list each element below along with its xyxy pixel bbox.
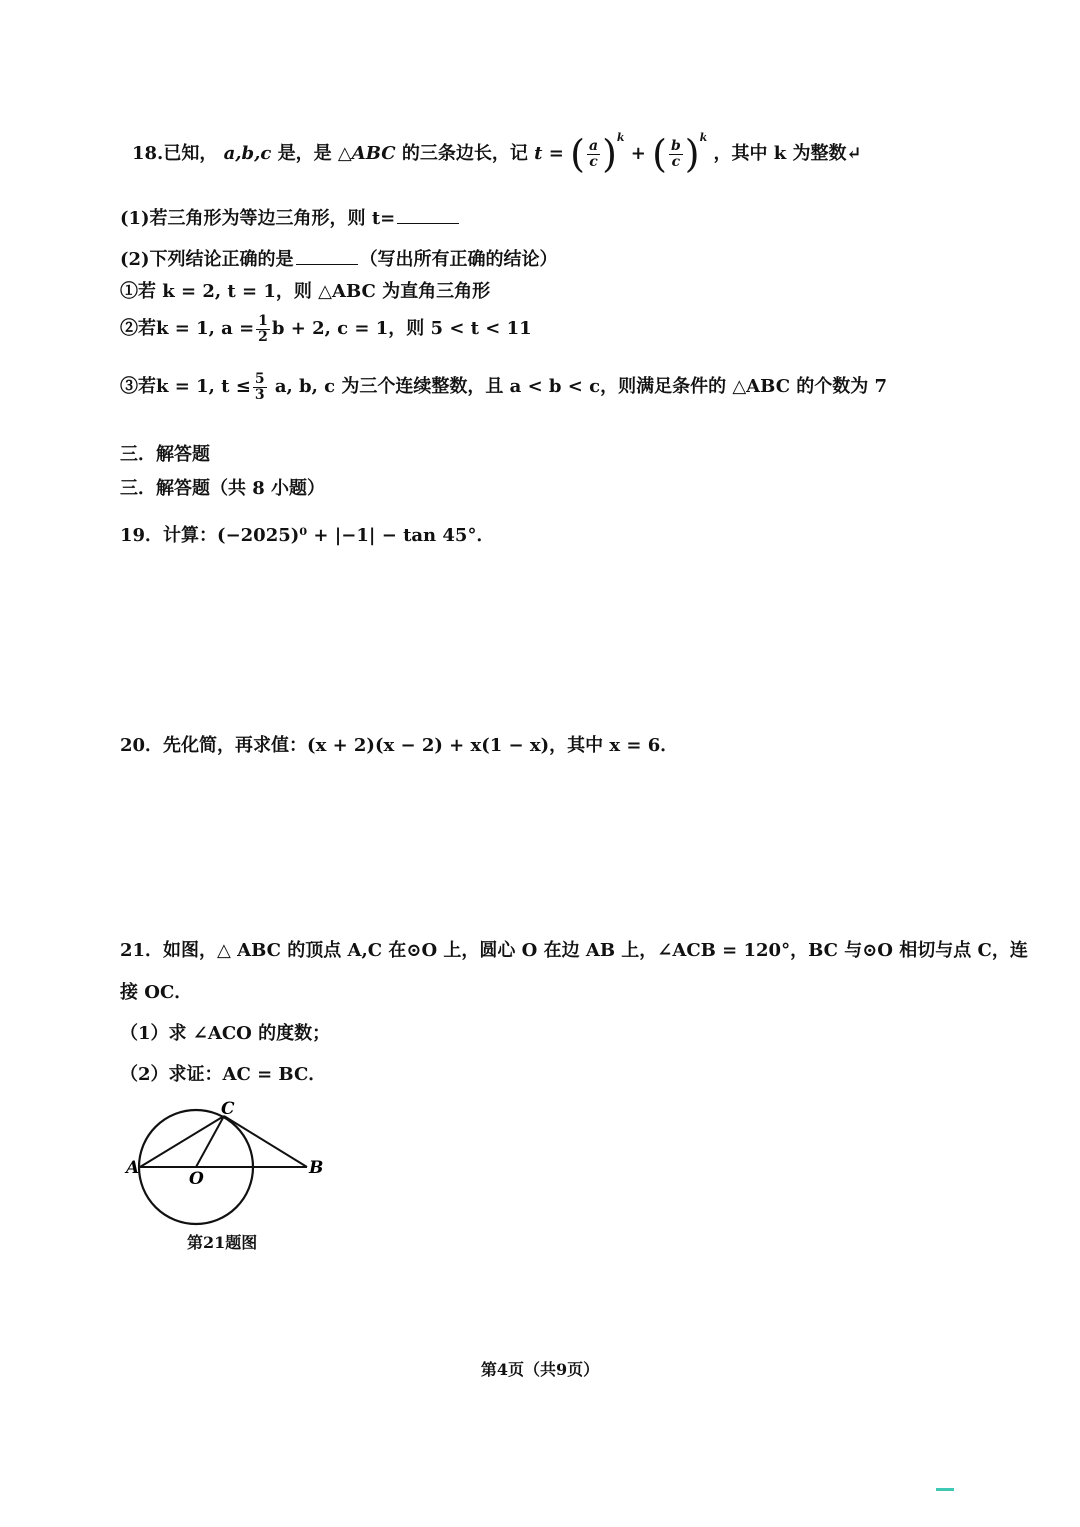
q18-part1 <box>120 209 461 228</box>
frac-num: 5 <box>254 371 265 387</box>
frac-den: 3 <box>254 386 265 403</box>
frac-num: a <box>588 137 599 154</box>
q21-line1: 21．如图，△ ABC 的顶点 A,C 在⊙O 上，圆心 O 在边 AB 上，∠ACB = 120°，BC 与⊙O 相切与点 C，连 <box>120 940 1028 961</box>
q18-lead: 18.已知， <box>132 143 218 164</box>
answer-blank[interactable] <box>397 209 459 224</box>
q18-part2 <box>120 250 558 269</box>
q18-part2-hint: （写出所有正确的结论） <box>359 249 558 270</box>
frac-num: 1 <box>258 313 268 329</box>
exponent-k: k <box>699 131 708 144</box>
page-number: 第4页（共9页） <box>480 1360 600 1379</box>
label-a: A <box>126 1158 140 1178</box>
q18-frac-b-over-c <box>669 139 683 169</box>
q18-choice-1 <box>120 283 490 301</box>
q21-part2 <box>120 1066 326 1084</box>
label-b: B <box>309 1158 324 1178</box>
section-heading-full-text: 三．解答题（共 8 小题） <box>120 478 326 499</box>
figure-caption: 第21题图 <box>187 1233 258 1252</box>
choice-2-pre: ②若 <box>120 318 156 340</box>
plus-sign: + <box>630 143 646 164</box>
frac-den: c <box>589 153 598 170</box>
section-heading-full <box>120 480 325 498</box>
frac-den: c <box>671 153 681 170</box>
segment-ac <box>140 1116 224 1167</box>
q18-mid2: 的三条边长，记 <box>401 143 528 164</box>
q18-t-var: t <box>534 143 543 164</box>
right-paren: ) <box>684 132 700 176</box>
frac-den: 2 <box>258 328 268 345</box>
choice-3-post: a, b, c 为三个连续整数，且 a < b < c，则满足条件的 △ABC 的个数为 7 <box>268 376 888 398</box>
q20-text: 20．先化简，再求值：(x + 2)(x − 2) + x(1 − x)，其中 x = 6． <box>120 735 679 756</box>
q18-tail: ，其中 k 为整数↵ <box>713 143 862 164</box>
q21-figure <box>120 1098 340 1228</box>
q21-stem-line1 <box>120 942 1028 960</box>
q18-triangle: △ABC <box>337 143 396 164</box>
q18-mid: 是，是 <box>277 143 332 164</box>
q21-part2-text: （2）求证：AC = BC． <box>120 1064 327 1085</box>
choice-3-pre: ③若 <box>120 376 156 398</box>
q18-frac-a-over-c <box>587 139 600 169</box>
q21-part1-text: （1）求 ∠ACO 的度数； <box>120 1023 331 1044</box>
choice-3-mid: k = 1, t ≤ <box>156 376 251 398</box>
segment-bc <box>224 1116 307 1167</box>
choice-1-text: ①若 k = 2, t = 1，则 △ABC 为直角三角形 <box>120 281 491 302</box>
q18-choice-2 <box>120 314 532 344</box>
scan-mark <box>936 1488 954 1491</box>
q21-line2: 接 OC． <box>120 982 193 1003</box>
exponent-k: k <box>616 131 625 144</box>
label-o: O <box>189 1169 204 1189</box>
q21-part1 <box>120 1025 330 1043</box>
answer-blank[interactable] <box>296 250 358 265</box>
section-heading <box>120 446 210 464</box>
frac-num: b <box>671 137 681 154</box>
label-c: C <box>221 1099 235 1119</box>
q18-part1-text: (1)若三角形为等边三角形，则 t= <box>120 208 396 229</box>
q19 <box>120 527 494 545</box>
q18-eq: = <box>548 143 564 164</box>
right-paren: ) <box>602 132 617 176</box>
q21-stem-line2 <box>120 984 192 1002</box>
q18-choice-3 <box>120 372 887 402</box>
q20 <box>120 737 678 755</box>
frac-five-thirds <box>253 372 267 402</box>
q18-stem <box>132 131 862 176</box>
choice-2-post: b + 2, c = 1，则 5 < t < 11 <box>271 318 532 340</box>
q18-vars: a,b,c <box>223 143 272 164</box>
frac-one-half <box>256 314 270 344</box>
left-paren: ( <box>652 132 667 176</box>
q18-part2-text: (2)下列结论正确的是 <box>120 249 294 270</box>
q19-text: 19．计算：(−2025)⁰ + |−1| − tan 45°． <box>120 525 495 546</box>
section-heading-text: 三．解答题 <box>120 444 210 465</box>
choice-2-mid: k = 1, a = <box>156 318 255 340</box>
left-paren: ( <box>570 132 585 176</box>
